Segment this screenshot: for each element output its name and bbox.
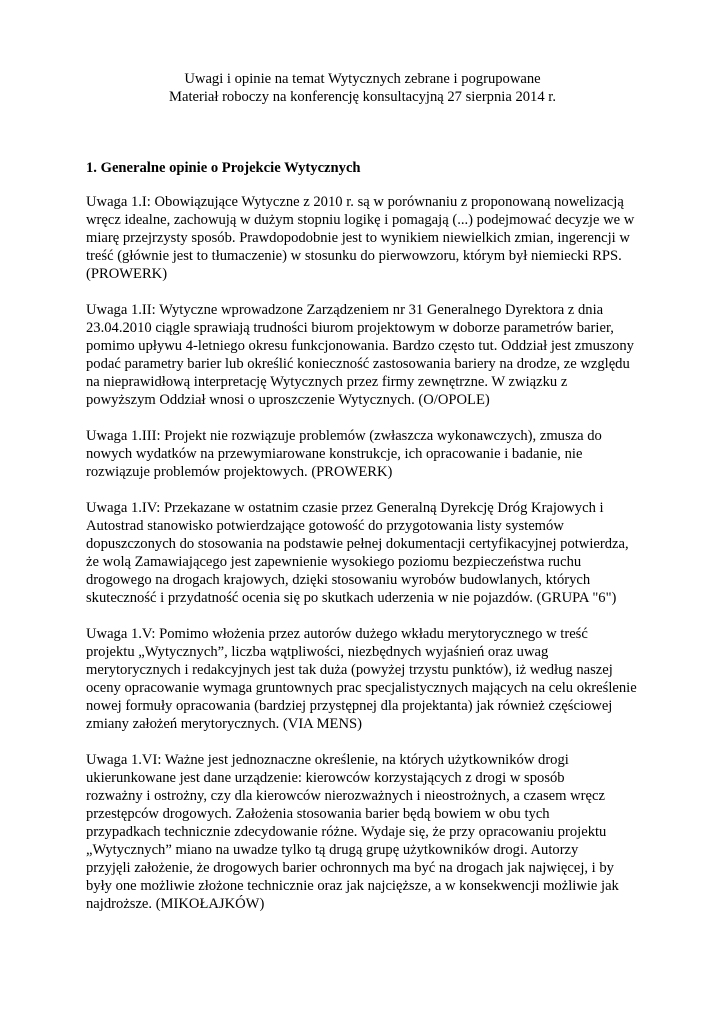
text-line: miarę przejrzysty sposób. Prawdopodobnie jest to wynikiem niewielkich zmian, ingerencji w (86, 230, 630, 246)
remark-1-I (86, 193, 639, 283)
text-line: treść (głównie jest to tłumaczenie) w stosunku do pierwowzoru, którym był niemiecki RPS. (86, 248, 622, 264)
text-line: merytorycznych i redakcyjnych jest tak duża (powyżej trzystu punktów), iż według naszej (86, 662, 613, 678)
remark-1-IV (86, 499, 639, 607)
text-line: Uwaga 1.VI: Ważne jest jednoznaczne określenie, na których użytkowników drogi (86, 752, 569, 768)
text-line: Uwaga 1.V: Pomimo włożenia przez autorów dużego wkładu merytorycznego w treść (86, 626, 588, 642)
text-line: przyjęli założenie, że drogowych barier ochronnych ma być na drogach jak najwięcej, i by (86, 860, 614, 876)
remark-1-V (86, 625, 639, 733)
text-line: oceny opracowanie wymaga gruntownych prac specjalistycznych mających na celu określenie (86, 680, 637, 696)
text-line: przestępców drogowych. Założenia stosowania barier będą bowiem w obu tych (86, 806, 550, 822)
text-line: ukierunkowane jest dane urządzenie: kierowców korzystających z drogi w sposób (86, 770, 565, 786)
remark-1-II (86, 301, 639, 409)
text-line: rozwiązuje problemów projektowych. (PROWERK) (86, 464, 393, 480)
text-line: pomimo upływu 4-letniego okresu funkcjonowania. Bardzo często tut. Oddział jest zmuszony (86, 338, 634, 354)
text-line: (PROWERK) (86, 266, 168, 282)
text-line: nowej formuły opracowania (bardziej przystępnej dla projektanta) jak również częściowej (86, 698, 613, 714)
text-line: Uwaga 1.III: Projekt nie rozwiązuje problemów (zwłaszcza wykonawczych), zmusza do (86, 428, 602, 444)
text-line: podać parametry barier lub określić konieczność zastosowania bariery na drodze, ze względu (86, 356, 630, 372)
text-line: że wolą Zamawiającego jest zapewnienie wysokiego poziomu bezpieczeństwa ruchu (86, 554, 582, 570)
text-line: Uwaga 1.I: Obowiązujące Wytyczne z 2010 r. są w porównaniu z proponowaną nowelizacją (86, 194, 624, 210)
text-line: „Wytycznych” miano na uwadze tylko tą drugą grupę użytkowników drogi. Autorzy (86, 842, 579, 858)
text-line: skuteczność i przydatność ocenia się po skutkach uderzenia w nie pojazdów. (GRUPA "6") (86, 590, 617, 606)
text-line: projektu „Wytycznych”, liczba wątpliwości, niezbędnych wyjaśnień oraz uwag (86, 644, 549, 660)
text-line: Uwaga 1.IV: Przekazane w ostatnim czasie przez Generalną Dyrekcję Dróg Krajowych i (86, 500, 604, 516)
document-header (96, 70, 629, 106)
header-line-1: Uwagi i opinie na temat Wytycznych zebrane i pogrupowane (184, 71, 541, 87)
text-line: były one możliwie złożone technicznie oraz jak najcięższe, a w konsekwencji możliwie jak (86, 878, 619, 894)
text-line: dopuszczonych do stosowania na podstawie pełnej dokumentacji certyfikacyjnej potwierdza, (86, 536, 629, 552)
text-line: powyższym Oddział wnosi o uproszczenie Wytycznych. (O/OPOLE) (86, 392, 490, 408)
text-line: Uwaga 1.II: Wytyczne wprowadzone Zarządzeniem nr 31 Generalnego Dyrektora z dnia (86, 302, 604, 318)
text-line: Autostrad stanowisko potwierdzające gotowość do przygotowania listy systemów (86, 518, 564, 534)
remark-1-VI (86, 751, 639, 913)
text-line: wręcz idealne, zachowują w dużym stopniu logikę i pomagają (...) podejmować decyzje we w (86, 212, 635, 228)
remark-1-III (86, 427, 639, 481)
text-line: rozważny i ostrożny, czy dla kierowców nierozważnych i nieostrożnych, a czasem wręcz (86, 788, 605, 804)
section-title: 1. Generalne opinie o Projekcie Wytycznych (86, 160, 361, 176)
text-line: 23.04.2010 ciągle sprawiają trudności biurom projektowym w doborze parametrów barier, (86, 320, 614, 336)
text-line: zmiany założeń merytorycznych. (VIA MENS) (86, 716, 362, 732)
text-line: przypadkach technicznie zdecydowanie różne. Wydaje się, że przy opracowaniu projektu (86, 824, 607, 840)
header-line-2: Materiał roboczy na konferencję konsultacyjną 27 sierpnia 2014 r. (168, 89, 556, 105)
text-line: drogowego na drogach krajowych, dzięki stosowaniu wyrobów budowlanych, których (86, 572, 591, 588)
text-line: najdroższe. (MIKOŁAJKÓW) (86, 896, 265, 912)
text-line: nowych wydatków na przewymiarowane konstrukcje, ich opracowanie i badanie, nie (86, 446, 583, 462)
text-line: na nieprawidłową interpretację Wytycznych przez firmy zewnętrzne. W związku z (86, 374, 568, 390)
